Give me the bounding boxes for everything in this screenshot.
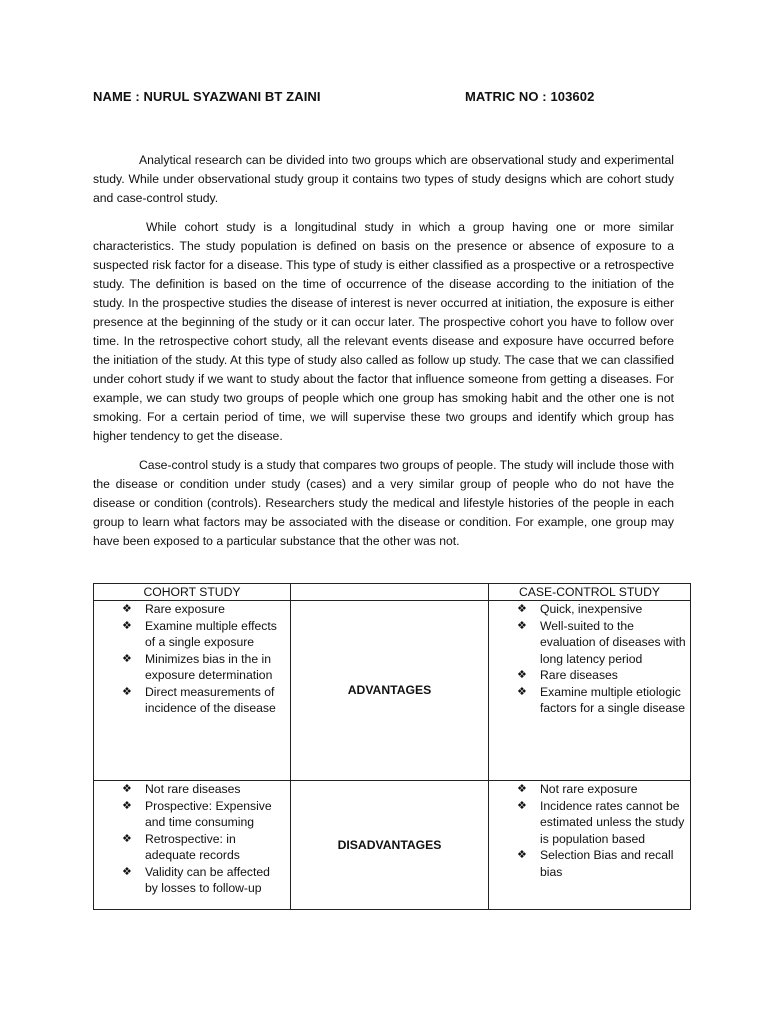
list-item-text: Well-suited to the evaluation of diseases with long latency period (540, 618, 686, 666)
paragraph-intro: Analytical research can be divided into two groups which are observational study and experimental study. While under observational study group it contains two types of study designs which are cohort study and case-control study. (93, 153, 674, 205)
case-control-disadvantages-cell (489, 781, 691, 910)
diamond-bullet-icon: ❖ (122, 685, 132, 698)
list-item (98, 864, 286, 897)
list-item (493, 601, 686, 618)
cohort-disadvantages-list (94, 781, 290, 903)
list-item-text: Rare diseases (540, 668, 618, 682)
list-item-text: Selection Bias and recall bias (540, 848, 674, 879)
list-item-text: Direct measurements of incidence of the disease (145, 684, 276, 715)
list-item (98, 651, 286, 684)
case-control-disadvantages-list (489, 781, 690, 886)
diamond-bullet-icon: ❖ (517, 783, 527, 795)
list-item-text: Quick, inexpensive (540, 602, 643, 616)
case-control-advantages-list (489, 601, 690, 723)
diamond-bullet-icon: ❖ (517, 619, 527, 632)
diamond-bullet-icon: ❖ (517, 685, 527, 698)
diamond-bullet-icon: ❖ (122, 832, 132, 845)
list-item-text: Examine multiple etiologic factors for a single disease (540, 684, 685, 715)
matric-number: MATRIC NO : 103602 (465, 89, 595, 104)
comparison-table (93, 583, 691, 910)
diamond-bullet-icon: ❖ (517, 603, 527, 615)
list-item-text: Rare exposure (145, 602, 225, 616)
diamond-bullet-icon: ❖ (122, 652, 132, 665)
list-item-text: Examine multiple effects of a single exposure (145, 618, 277, 649)
paragraph-case-control: Case-control study is a study that compares two groups of people. The study will include those with the disease or condition under study (cases) and a very similar group of people who do not have the disease or condition (controls). Researchers study the medical and lifestyle histories of the people in each group to learn what factors may be associated with the disease or condition. For example, one group may have been exposed to a particular substance that the other was not. (93, 458, 674, 548)
list-item (98, 831, 286, 864)
diamond-bullet-icon: ❖ (122, 783, 132, 795)
table-header-row (94, 584, 691, 601)
student-name: NAME : NURUL SYAZWANI BT ZAINI (93, 89, 321, 104)
header-blank (291, 584, 489, 601)
header-case-control-study: CASE-CONTROL STUDY (489, 584, 691, 601)
list-item-text: Incidence rates cannot be estimated unless the study is population based (540, 798, 685, 846)
cohort-advantages-cell (94, 601, 291, 781)
diamond-bullet-icon: ❖ (517, 849, 527, 861)
list-item (493, 684, 686, 717)
list-item (493, 667, 686, 684)
list-item-text: Retrospective: in adequate records (145, 831, 240, 862)
list-item (98, 601, 286, 618)
diamond-bullet-icon: ❖ (122, 799, 132, 812)
list-item (493, 781, 686, 798)
case-control-advantages-cell (489, 601, 691, 781)
list-item (493, 847, 686, 880)
list-item-text: Not rare exposure (540, 782, 638, 796)
diamond-bullet-icon: ❖ (122, 619, 132, 632)
list-item (98, 798, 286, 831)
header-cohort-study: COHORT STUDY (94, 584, 291, 601)
diamond-bullet-icon: ❖ (122, 603, 132, 615)
list-item-text: Not rare diseases (145, 782, 241, 796)
list-item-text: Validity can be affected by losses to follow-up (145, 864, 270, 895)
document-header (93, 89, 693, 104)
list-item (493, 798, 686, 848)
row-label-advantages: ADVANTAGES (291, 601, 489, 781)
table-row-disadvantages (94, 781, 691, 910)
paragraph-cohort: While cohort study is a longitudinal study in which a group having one or more similar characteristics. The study population is defined on basis on the presence or absence of exposure to a suspected risk factor for a disease. This type of study is either classified as a prospective or a retrospective study. The definition is based on the time of occurrence of the disease according to the initiation of the study. In the prospective studies the disease of interest is never occurred at initiation, the exposure is either presence at the beginning of the study or it can occur later. The prospective cohort you have to follow over time. In the retrospective cohort study, all the relevant events disease and exposure have occurred before the initiation of the study. At this type of study also called as follow up study. The case that we can classified under cohort study if we want to study about the factor that influence someone from getting a diseases. For example, we can study two groups of people which one group has smoking habit and the other one is not smoking. For a certain period of time, we will supervise these two groups and identify which group has higher tendency to get the disease. (93, 220, 674, 443)
diamond-bullet-icon: ❖ (517, 799, 527, 812)
document-body (93, 151, 674, 561)
list-item (98, 618, 286, 651)
diamond-bullet-icon: ❖ (122, 865, 132, 878)
list-item (98, 781, 286, 798)
cohort-advantages-list (94, 601, 290, 723)
table-row-advantages (94, 601, 691, 781)
list-item (493, 618, 686, 668)
row-label-disadvantages: DISADVANTAGES (291, 781, 489, 910)
list-item-text: Minimizes bias in the in exposure determination (145, 651, 273, 682)
list-item-text: Prospective: Expensive and time consuming (145, 798, 272, 829)
list-item (98, 684, 286, 717)
cohort-disadvantages-cell (94, 781, 291, 910)
diamond-bullet-icon: ❖ (517, 669, 527, 681)
